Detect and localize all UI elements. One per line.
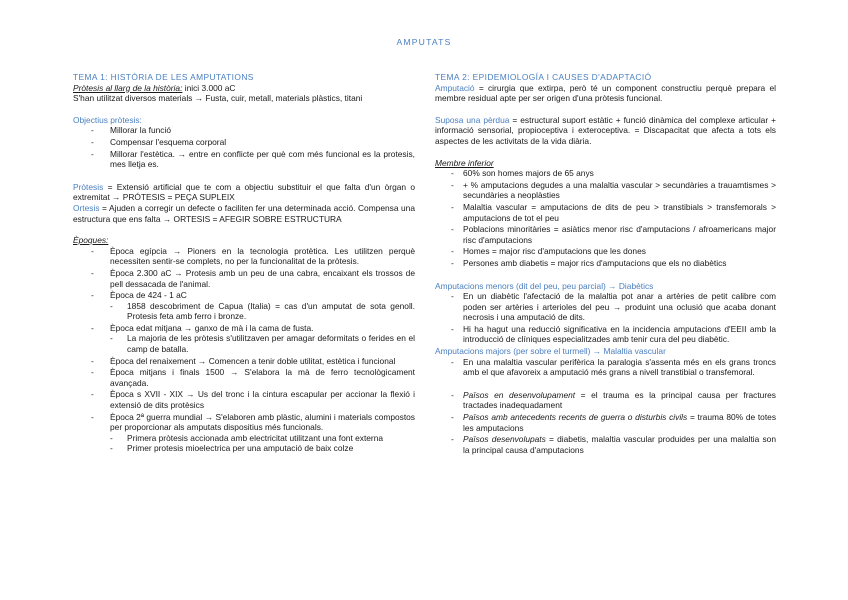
list-item-text: Època 2ª guerra mundial → S'elaboren amb plàstic, alumini i materials compostos per proporcionar als amputats dispositius més funcionals. bbox=[110, 411, 415, 433]
amputacio-term: Amputació bbox=[435, 82, 475, 93]
list-item: - Època mitjans i finals 1500 → S'elabora la mà de ferro tecnològicament avançada. bbox=[73, 367, 415, 388]
sub-list-item: - 1858 descobriment de Capua (Italia) = cas d'un amputat de sota genoll. Protesis feta amb ferro i bronze. bbox=[73, 301, 415, 322]
objectives-list bbox=[73, 125, 415, 169]
sub-list-item: - Primera pròtesis accionada amb electricitat utilitzant una font externa bbox=[73, 433, 415, 444]
amputacio-definition bbox=[435, 83, 776, 104]
list-item: - En una malaltia vascular perifèrica la paralogia s'assenta més en els grans troncs amb el que afavoreix a amputació més grans a nivell transtibial o transfemoral. bbox=[435, 357, 776, 378]
list-item bbox=[435, 434, 776, 455]
left-column bbox=[73, 72, 415, 455]
cause-text: = el trauma es la principal causa per fractures tractades inadequadament bbox=[463, 389, 776, 411]
list-item: - Època 2.300 aC → Protesis amb un peu de una cabra, encaixant els trossos de pell dessacada de l'animal. bbox=[73, 268, 415, 289]
list-item: - Època egípcia → Pioners en la tecnologia protètica. Les utilitzen perquè necessiten sentir-se complets, no per la funcionalitat de la pròtesis. bbox=[73, 246, 415, 267]
perdua-term: Suposa una pèrdua bbox=[435, 114, 510, 125]
history-label: Pròtesis al llarg de la història: bbox=[73, 82, 183, 93]
amputacio-def: = cirurgia que extirpa, però té un component constructiu perquè prepara el membre residual apte per ser origen d'una pròtesis funcional. bbox=[435, 82, 776, 104]
amputacions-menors-heading: Amputacions menors (dit del peu, peu parcial) → Diabètics bbox=[435, 280, 654, 291]
membre-inferior-list bbox=[435, 168, 776, 268]
list-item: - Millorar l'estètica. → entre en conflicte per què com més funcional es la protesis, mes lletja es. bbox=[73, 149, 415, 170]
ortesis-def: = Ajuden a corregir un defecte o faciliten fer una determinada acció. Compensa una estructura que ens falta → ORTESIS = AFEGIR SOBRE ESTRUCTURA bbox=[73, 202, 415, 224]
protesis-definition bbox=[73, 182, 415, 203]
list-item-text: Època edat mitjana → ganxo de mà i la cama de fusta. bbox=[110, 322, 314, 333]
sub-list bbox=[73, 433, 415, 454]
cause-term: Països en desenvolupament bbox=[463, 389, 576, 400]
perdua-def: = estructural suport estàtic + funció dinàmica del complexe articular + informació sensorial, propioceptiva i exteroceptiva. = Discapacitat que afecta a tots els aspectes de les activitats de la vida diària. bbox=[435, 114, 776, 146]
cause-term: Països amb antecedents recents de guerra o disturbis civils bbox=[463, 412, 688, 423]
ortesis-definition bbox=[73, 203, 415, 224]
list-item: - Època s XVII - XIX → Us del tronc i la cintura escapular per accionar la flexió i extensió de dits protèsics bbox=[73, 389, 415, 410]
list-item bbox=[435, 412, 776, 433]
history-line bbox=[73, 83, 415, 94]
amputacions-majors-heading: Amputacions majors (per sobre el turmell) → Malaltia vascular bbox=[435, 346, 666, 357]
topic-2-heading: TEMA 2: EPIDEMIOLOGÍA I CAUSES D'ADAPTACIÓ bbox=[435, 72, 652, 82]
epochs-list bbox=[73, 246, 415, 454]
list-item: - 60% son homes majors de 65 anys bbox=[435, 168, 776, 179]
epochs-heading: Èpoques: bbox=[73, 235, 109, 246]
objectives-heading: Objectius pròtesis: bbox=[73, 114, 142, 125]
topic-1-heading: TEMA 1: HISTÒRIA DE LES AMPUTATIONS bbox=[73, 72, 254, 82]
list-item bbox=[73, 412, 415, 454]
ortesis-term: Ortesis bbox=[73, 202, 100, 213]
membre-inferior-heading: Membre inferior bbox=[435, 157, 494, 168]
cause-text: = diabetis, malaltia vascular produides per una malaltia son la principal causa d'amputacions bbox=[463, 434, 776, 455]
list-item bbox=[73, 290, 415, 322]
causes-list bbox=[435, 390, 776, 456]
list-item: - Persones amb diabetis = major rics d'amputacions que els no diabètics bbox=[435, 258, 776, 269]
perdua-definition bbox=[435, 115, 776, 147]
list-item: - Homes = major risc d'amputacions que les dones bbox=[435, 246, 776, 257]
list-item: - + % amputacions degudes a una malaltia vascular > secundàries a trauamtismes > secundàries a neoplàsties bbox=[435, 180, 776, 201]
list-item-text: Època de 424 - 1 aC bbox=[110, 290, 187, 301]
list-item: - Poblacions minoritàries = asiàtics menor risc d'amputacions / afroamericans major risc d'amputacions bbox=[435, 224, 776, 245]
list-item: - Millorar la funció bbox=[73, 125, 415, 136]
sub-list-item: - La majoria de les pròtesis s'utilitzaven per amagar deformitats o ferides en el camp de batalla. bbox=[73, 333, 415, 354]
list-item: - Compensar l'esquema corporal bbox=[73, 137, 415, 148]
list-item bbox=[435, 390, 776, 411]
protesis-def: = Extensió artificial que te com a objectiu substituir el que falta d'un òrgan o extremitat → PRÓTESIS = PEÇA SUPLEIX bbox=[73, 181, 415, 203]
list-item: - Malaltia vascular = amputacions de dits de peu > transtibials > transfemorals > amputacions de tot el peu bbox=[435, 202, 776, 223]
sub-list bbox=[73, 333, 415, 354]
sub-list bbox=[73, 301, 415, 322]
materials-line: S'han utilitzat diversos materials → Fusta, cuir, metall, materials plàstics, titani bbox=[73, 93, 363, 104]
cause-term: Països desenvolupats bbox=[463, 434, 546, 445]
amputacions-majors-list bbox=[435, 357, 776, 378]
sub-list-item: - Primer protesis mioelectrica per una amputació de baix colze bbox=[73, 443, 415, 454]
right-column bbox=[435, 72, 776, 456]
list-item: - Època del renaixement → Comencen a tenir doble utilitat, estètica i funcional bbox=[73, 356, 415, 367]
cause-text: = trauma 80% de totes les amputacions bbox=[463, 412, 777, 433]
protesis-term: Pròtesis bbox=[73, 181, 104, 192]
amputacions-menors-list bbox=[435, 291, 776, 345]
history-value: inici 3.000 aC bbox=[182, 82, 236, 93]
list-item: - Hi ha hagut una reducció significativa en la incidencia amputacions d'EEII amb la introducció de clíniques especialitzades amb tenir cura del peu diabètic. bbox=[435, 324, 776, 345]
list-item bbox=[73, 323, 415, 355]
list-item: - En un diabètic l'afectació de la malaltia pot anar a artèries de petit calibre com poden ser artèries i arterioles del peu → produint una oclusió que acaba donant necrosis i una amputació de dits. bbox=[435, 291, 776, 323]
page-title: AMPUTATS bbox=[396, 37, 452, 47]
